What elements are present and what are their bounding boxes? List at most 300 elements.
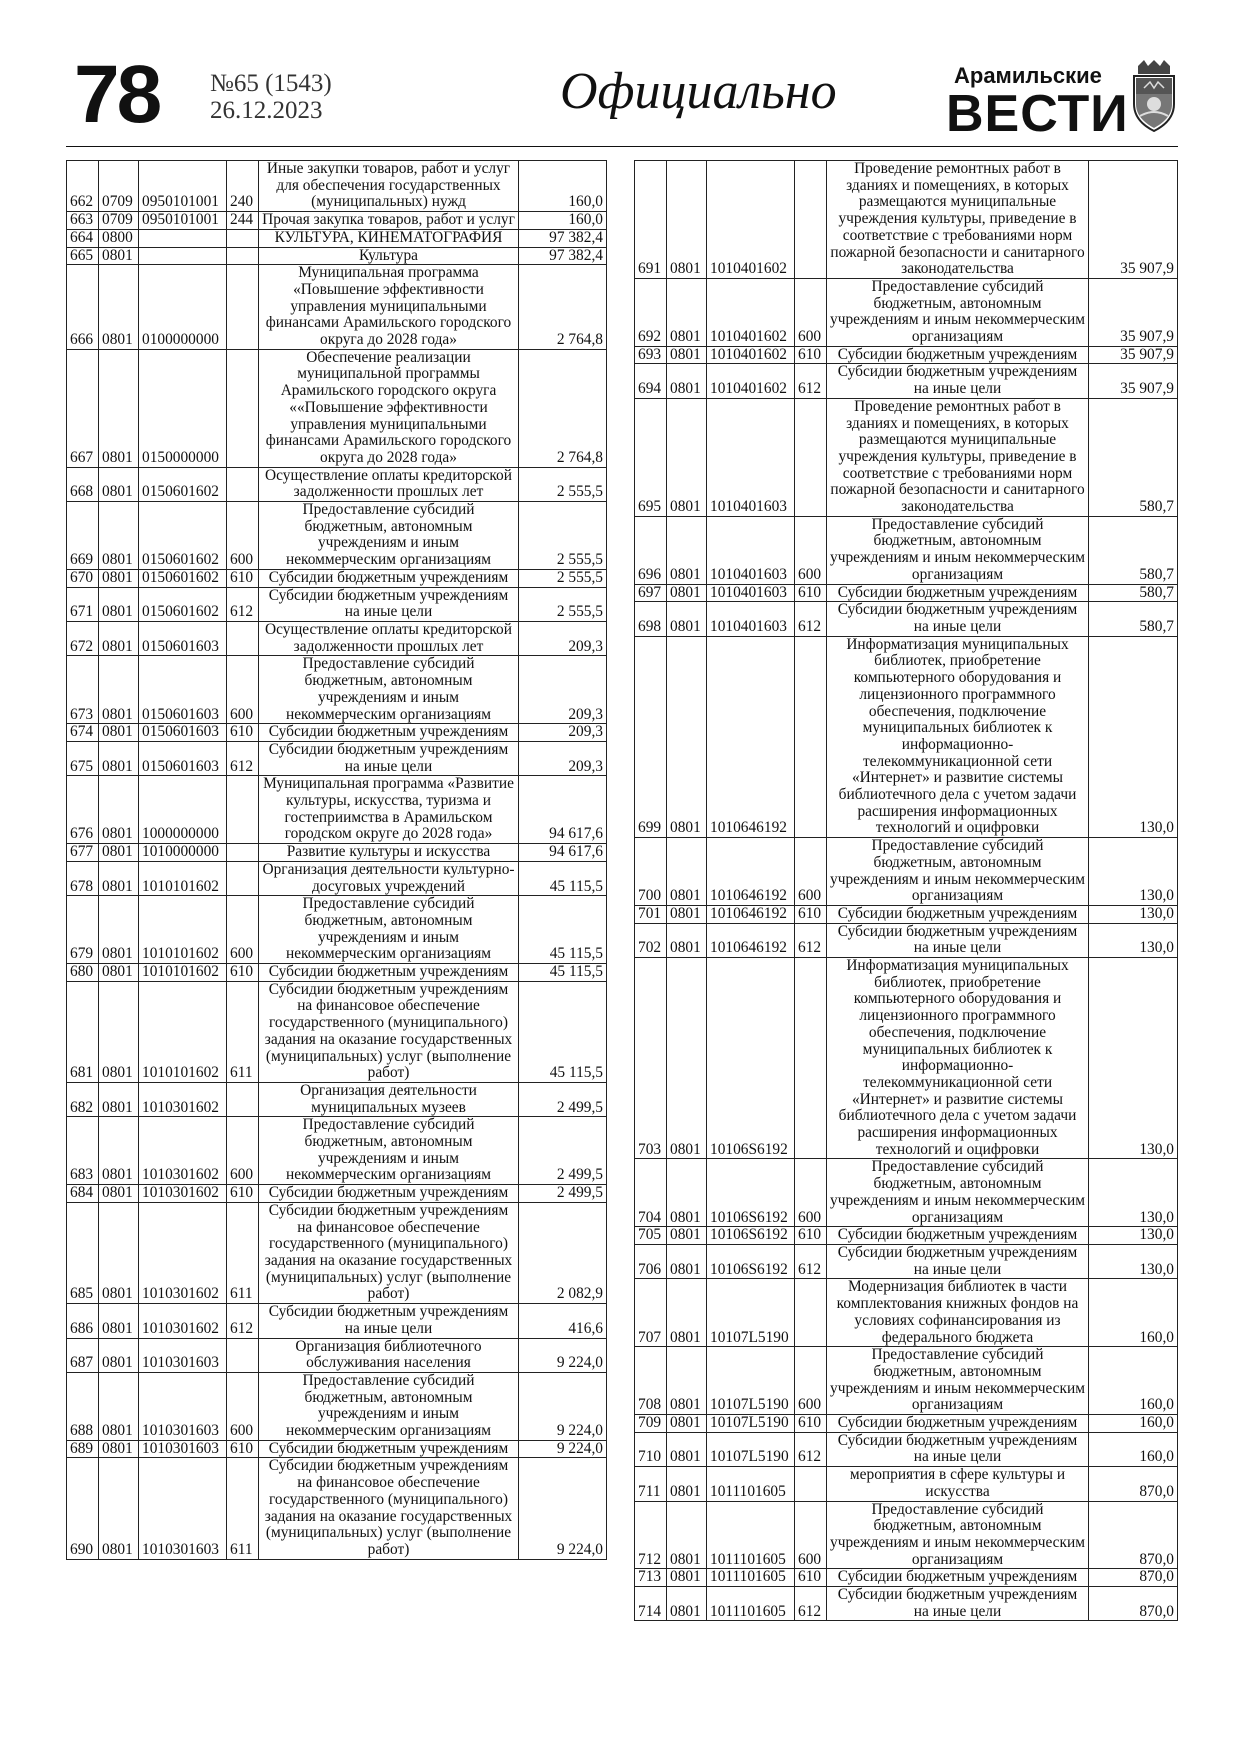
expense-type-cell: 610 [795, 1569, 827, 1587]
expense-type-cell: 600 [795, 516, 827, 584]
amount-cell: 130,0 [1089, 905, 1178, 923]
section-code-cell: 0801 [99, 621, 139, 655]
amount-cell: 580,7 [1089, 398, 1178, 516]
section-code-cell: 0801 [99, 1458, 139, 1559]
amount-cell: 160,0 [519, 161, 607, 212]
table-row [67, 265, 607, 350]
row-number-cell: 700 [635, 838, 667, 906]
row-number-cell: 709 [635, 1415, 667, 1433]
target-article-cell: 10107L5190 [707, 1432, 795, 1466]
expense-type-cell [227, 229, 259, 247]
target-article-cell: 1011101605 [707, 1569, 795, 1587]
amount-cell: 35 907,9 [1089, 346, 1178, 364]
description-cell: Субсидии бюджетным учреждениям на финансовое обеспечение государственного (муниципального) задания на оказание государственных (муниципальных) услуг (выполнение работ) [259, 981, 519, 1082]
section-code-cell: 0800 [99, 229, 139, 247]
row-number-cell: 664 [67, 229, 99, 247]
expense-type-cell: 610 [227, 724, 259, 742]
expense-type-cell [227, 844, 259, 862]
table-row [635, 1415, 1178, 1433]
target-article-cell: 1010401602 [707, 161, 795, 279]
section-code-cell: 0801 [667, 838, 707, 906]
description-cell: Субсидии бюджетным учреждениям [259, 1185, 519, 1203]
table-row [67, 776, 607, 844]
target-article-cell: 1000000000 [139, 776, 227, 844]
amount-cell: 35 907,9 [1089, 364, 1178, 398]
row-number-cell: 699 [635, 636, 667, 837]
section-code-cell: 0801 [99, 724, 139, 742]
section-code-cell: 0801 [667, 1569, 707, 1587]
row-number-cell: 677 [67, 844, 99, 862]
section-code-cell: 0801 [667, 1347, 707, 1415]
table-row [67, 212, 607, 230]
target-article-cell: 0150000000 [139, 349, 227, 467]
expense-type-cell: 612 [227, 587, 259, 621]
description-cell: Субсидии бюджетным учреждениям [827, 1415, 1089, 1433]
row-number-cell: 678 [67, 861, 99, 895]
expense-type-cell: 610 [227, 1185, 259, 1203]
amount-cell: 94 617,6 [519, 844, 607, 862]
section-code-cell: 0801 [99, 741, 139, 775]
target-article-cell: 0950101001 [139, 212, 227, 230]
expense-type-cell [227, 861, 259, 895]
table-row [67, 1338, 607, 1372]
description-cell: Предоставление субсидий бюджетным, автономным учреждениям и иным некоммерческим организациям [259, 502, 519, 570]
expense-type-cell [795, 636, 827, 837]
table-row [67, 1117, 607, 1185]
row-number-cell: 697 [635, 584, 667, 602]
description-cell: КУЛЬТУРА, КИНЕМАТОГРАФИЯ [259, 229, 519, 247]
table-row [635, 364, 1178, 398]
description-cell: Осуществление оплаты кредиторской задолженности прошлых лет [259, 621, 519, 655]
target-article-cell: 1010301602 [139, 1185, 227, 1203]
amount-cell: 2 555,5 [519, 502, 607, 570]
table-row [67, 587, 607, 621]
row-number-cell: 665 [67, 247, 99, 265]
table-row [635, 161, 1178, 279]
amount-cell: 209,3 [519, 656, 607, 724]
amount-cell: 97 382,4 [519, 247, 607, 265]
section-code-cell: 0801 [99, 981, 139, 1082]
description-cell: Субсидии бюджетным учреждениям на иные цели [827, 923, 1089, 957]
section-code-cell: 0801 [99, 776, 139, 844]
table-row [67, 1304, 607, 1338]
amount-cell: 45 115,5 [519, 964, 607, 982]
description-cell: Субсидии бюджетным учреждениям [827, 1569, 1089, 1587]
target-article-cell: 1010301603 [139, 1372, 227, 1440]
description-cell: Предоставление субсидий бюджетным, автономным учреждениям и иным некоммерческим организациям [259, 1117, 519, 1185]
section-code-cell: 0801 [99, 964, 139, 982]
expense-type-cell: 610 [227, 1440, 259, 1458]
target-article-cell: 1011101605 [707, 1587, 795, 1621]
section-title: Официально [560, 63, 837, 120]
amount-cell: 2 499,5 [519, 1185, 607, 1203]
description-cell: Культура [259, 247, 519, 265]
table-row [67, 1458, 607, 1559]
expense-type-cell: 240 [227, 161, 259, 212]
section-code-cell: 0801 [99, 896, 139, 964]
table-row [635, 1467, 1178, 1501]
target-article-cell: 1010301602 [139, 1202, 227, 1303]
expense-type-cell [227, 265, 259, 350]
target-article-cell: 1010401603 [707, 516, 795, 584]
amount-cell: 2 555,5 [519, 569, 607, 587]
description-cell: Субсидии бюджетным учреждениям [259, 1440, 519, 1458]
row-number-cell: 669 [67, 502, 99, 570]
amount-cell: 130,0 [1089, 1159, 1178, 1227]
amount-cell: 130,0 [1089, 1245, 1178, 1279]
section-code-cell: 0801 [667, 602, 707, 636]
target-article-cell: 1010646192 [707, 923, 795, 957]
row-number-cell: 681 [67, 981, 99, 1082]
table-row [67, 656, 607, 724]
table-row [67, 502, 607, 570]
row-number-cell: 703 [635, 958, 667, 1159]
amount-cell: 45 115,5 [519, 896, 607, 964]
amount-cell: 160,0 [1089, 1432, 1178, 1466]
amount-cell: 870,0 [1089, 1467, 1178, 1501]
row-number-cell: 707 [635, 1279, 667, 1347]
expense-type-cell: 600 [795, 1347, 827, 1415]
expense-type-cell [227, 1338, 259, 1372]
amount-cell: 45 115,5 [519, 861, 607, 895]
expense-type-cell [795, 958, 827, 1159]
target-article-cell: 1010401602 [707, 278, 795, 346]
description-cell: Предоставление субсидий бюджетным, автономным учреждениям и иным некоммерческим организациям [827, 278, 1089, 346]
table-row [67, 1082, 607, 1116]
amount-cell: 580,7 [1089, 602, 1178, 636]
section-code-cell: 0801 [667, 1501, 707, 1569]
expense-type-cell [227, 247, 259, 265]
row-number-cell: 670 [67, 569, 99, 587]
amount-cell: 580,7 [1089, 516, 1178, 584]
row-number-cell: 701 [635, 905, 667, 923]
description-cell: Субсидии бюджетным учреждениям на финансовое обеспечение государственного (муниципального) задания на оказание государственных (муниципальных) услуг (выполнение работ) [259, 1202, 519, 1303]
expense-type-cell [227, 467, 259, 501]
table-row [635, 584, 1178, 602]
amount-cell: 870,0 [1089, 1569, 1178, 1587]
table-row [635, 1432, 1178, 1466]
section-code-cell: 0801 [99, 861, 139, 895]
target-article-cell: 10106S6192 [707, 1227, 795, 1245]
budget-table-right-body [635, 161, 1178, 1621]
description-cell: Осуществление оплаты кредиторской задолженности прошлых лет [259, 467, 519, 501]
description-cell: Развитие культуры и искусства [259, 844, 519, 862]
description-cell: Субсидии бюджетным учреждениям на иные цели [259, 741, 519, 775]
section-code-cell: 0801 [99, 1372, 139, 1440]
target-article-cell: 1011101605 [707, 1467, 795, 1501]
row-number-cell: 710 [635, 1432, 667, 1466]
row-number-cell: 704 [635, 1159, 667, 1227]
description-cell: Субсидии бюджетным учреждениям [827, 346, 1089, 364]
section-code-cell: 0801 [99, 1082, 139, 1116]
section-code-cell: 0801 [99, 1185, 139, 1203]
row-number-cell: 680 [67, 964, 99, 982]
section-code-cell: 0801 [667, 923, 707, 957]
description-cell: Проведение ремонтных работ в зданиях и помещениях, в которых размещаются муниципальные учреждения культуры, приведение в соответствие с требованиями норм пожарной безопасности и санитарного законодательства [827, 398, 1089, 516]
description-cell: Прочая закупка товаров, работ и услуг [259, 212, 519, 230]
expense-type-cell: 600 [795, 1501, 827, 1569]
row-number-cell: 676 [67, 776, 99, 844]
description-cell: Субсидии бюджетным учреждениям на иные цели [259, 587, 519, 621]
description-cell: Субсидии бюджетным учреждениям на иные цели [259, 1304, 519, 1338]
table-row [67, 621, 607, 655]
target-article-cell [139, 229, 227, 247]
section-code-cell: 0801 [99, 569, 139, 587]
row-number-cell: 683 [67, 1117, 99, 1185]
row-number-cell: 675 [67, 741, 99, 775]
section-code-cell: 0801 [667, 516, 707, 584]
table-row [635, 838, 1178, 906]
expense-type-cell: 610 [795, 1227, 827, 1245]
table-row [635, 346, 1178, 364]
amount-cell: 130,0 [1089, 636, 1178, 837]
newspaper-logo [946, 63, 1129, 143]
description-cell: Субсидии бюджетным учреждениям [827, 584, 1089, 602]
logo-bottom-word: ВЕСТИ [946, 85, 1129, 143]
description-cell: Предоставление субсидий бюджетным, автономным учреждениям и иным некоммерческим организациям [827, 838, 1089, 906]
budget-table-right [634, 160, 1178, 1621]
table-row [67, 861, 607, 895]
amount-cell: 130,0 [1089, 923, 1178, 957]
expense-type-cell [227, 1082, 259, 1116]
table-row [67, 1185, 607, 1203]
target-article-cell: 1010101602 [139, 981, 227, 1082]
row-number-cell: 668 [67, 467, 99, 501]
description-cell: Проведение ремонтных работ в зданиях и помещениях, в которых размещаются муниципальные учреждения культуры, приведение в соответствие с требованиями норм пожарной безопасности и санитарного законодательства [827, 161, 1089, 279]
table-row [635, 1279, 1178, 1347]
target-article-cell: 0950101001 [139, 161, 227, 212]
row-number-cell: 695 [635, 398, 667, 516]
section-code-cell: 0801 [667, 905, 707, 923]
description-cell: Субсидии бюджетным учреждениям на иные цели [827, 1587, 1089, 1621]
row-number-cell: 667 [67, 349, 99, 467]
expense-type-cell: 611 [227, 1202, 259, 1303]
city-coat-of-arms-icon [1130, 60, 1178, 132]
amount-cell: 580,7 [1089, 584, 1178, 602]
section-code-cell: 0801 [99, 1440, 139, 1458]
expense-type-cell: 610 [227, 964, 259, 982]
expense-type-cell [227, 621, 259, 655]
amount-cell: 160,0 [1089, 1347, 1178, 1415]
description-cell: Муниципальная программа «Развитие культуры, искусства, туризма и гостеприимства в Арамильском городском округе до 2028 года» [259, 776, 519, 844]
row-number-cell: 712 [635, 1501, 667, 1569]
row-number-cell: 672 [67, 621, 99, 655]
table-row [635, 1347, 1178, 1415]
amount-cell: 94 617,6 [519, 776, 607, 844]
expense-type-cell: 611 [227, 1458, 259, 1559]
row-number-cell: 705 [635, 1227, 667, 1245]
description-cell: Субсидии бюджетным учреждениям на финансовое обеспечение государственного (муниципального) задания на оказание государственных (муниципальных) услуг (выполнение работ) [259, 1458, 519, 1559]
table-row [635, 1501, 1178, 1569]
target-article-cell: 0150601602 [139, 467, 227, 501]
description-cell: Организация деятельности культурно-досуговых учреждений [259, 861, 519, 895]
amount-cell: 9 224,0 [519, 1458, 607, 1559]
amount-cell: 209,3 [519, 621, 607, 655]
expense-type-cell [795, 398, 827, 516]
amount-cell: 35 907,9 [1089, 278, 1178, 346]
target-article-cell: 0150601602 [139, 502, 227, 570]
table-row [67, 896, 607, 964]
description-cell: Модернизация библиотек в части комплектования книжных фондов на условиях софинансирования из федерального бюджета [827, 1279, 1089, 1347]
expense-type-cell: 612 [227, 741, 259, 775]
table-row [635, 516, 1178, 584]
logo-top-word: Арамильские [954, 63, 1102, 88]
table-row [67, 844, 607, 862]
section-code-cell: 0801 [99, 467, 139, 501]
row-number-cell: 684 [67, 1185, 99, 1203]
amount-cell: 35 907,9 [1089, 161, 1178, 279]
description-cell: Организация библиотечного обслуживания населения [259, 1338, 519, 1372]
target-article-cell: 1010646192 [707, 838, 795, 906]
expense-type-cell: 612 [795, 1432, 827, 1466]
section-code-cell: 0801 [99, 502, 139, 570]
description-cell: Предоставление субсидий бюджетным, автономным учреждениям и иным некоммерческим организациям [259, 896, 519, 964]
target-article-cell: 0150601603 [139, 656, 227, 724]
target-article-cell: 0150601603 [139, 741, 227, 775]
table-row [635, 602, 1178, 636]
row-number-cell: 686 [67, 1304, 99, 1338]
amount-cell: 2 555,5 [519, 587, 607, 621]
expense-type-cell: 612 [795, 602, 827, 636]
row-number-cell: 671 [67, 587, 99, 621]
table-row [635, 1587, 1178, 1621]
description-cell: Субсидии бюджетным учреждениям на иные цели [827, 602, 1089, 636]
section-code-cell: 0801 [667, 1227, 707, 1245]
amount-cell: 2 555,5 [519, 467, 607, 501]
target-article-cell: 10107L5190 [707, 1279, 795, 1347]
target-article-cell: 10106S6192 [707, 958, 795, 1159]
description-cell: Субсидии бюджетным учреждениям [259, 569, 519, 587]
row-number-cell: 692 [635, 278, 667, 346]
section-code-cell: 0801 [99, 587, 139, 621]
target-article-cell: 0150601603 [139, 621, 227, 655]
expense-type-cell: 600 [227, 1117, 259, 1185]
section-code-cell: 0801 [667, 1279, 707, 1347]
table-row [67, 247, 607, 265]
row-number-cell: 674 [67, 724, 99, 742]
section-code-cell: 0801 [667, 1415, 707, 1433]
issue-info [210, 70, 332, 124]
table-row [635, 398, 1178, 516]
amount-cell: 870,0 [1089, 1501, 1178, 1569]
target-article-cell: 0150601602 [139, 569, 227, 587]
table-row [67, 161, 607, 212]
description-cell: Предоставление субсидий бюджетным, автономным учреждениям и иным некоммерческим организациям [827, 516, 1089, 584]
target-article-cell: 10107L5190 [707, 1347, 795, 1415]
expense-type-cell: 610 [795, 584, 827, 602]
budget-table-left [66, 160, 607, 1560]
issue-number: №65 (1543) [210, 70, 332, 97]
description-cell: Организация деятельности муниципальных музеев [259, 1082, 519, 1116]
row-number-cell: 696 [635, 516, 667, 584]
amount-cell: 870,0 [1089, 1587, 1178, 1621]
description-cell: Предоставление субсидий бюджетным, автономным учреждениям и иным некоммерческим организациям [259, 1372, 519, 1440]
description-cell: Муниципальная программа «Повышение эффективности управления муниципальными финансами Арамильского городского округа до 2028 года» [259, 265, 519, 350]
expense-type-cell: 600 [795, 1159, 827, 1227]
amount-cell: 2 082,9 [519, 1202, 607, 1303]
table-row [67, 229, 607, 247]
table-row [635, 1569, 1178, 1587]
description-cell: Предоставление субсидий бюджетным, автономным учреждениям и иным некоммерческим организациям [827, 1347, 1089, 1415]
section-code-cell: 0801 [99, 1202, 139, 1303]
expense-type-cell: 612 [227, 1304, 259, 1338]
section-code-cell: 0709 [99, 161, 139, 212]
section-code-cell: 0801 [667, 584, 707, 602]
amount-cell: 130,0 [1089, 1227, 1178, 1245]
issue-date: 26.12.2023 [210, 97, 323, 124]
budget-table-left-body [67, 161, 607, 1560]
description-cell: Информатизация муниципальных библиотек, приобретение компьютерного оборудования и лицензионного программного обеспечения, подключение муниципальных библиотек к информационно-телекоммуникационной сети «Интернет» и развитие системы библиотечного дела с учетом задачи расширения информационных технологий и оцифровки [827, 958, 1089, 1159]
description-cell: Информатизация муниципальных библиотек, приобретение компьютерного оборудования и лицензионного программного обеспечения, подключение муниципальных библиотек к информационно-телекоммуникационной сети «Интернет» и развитие системы библиотечного дела с учетом задачи расширения информационных технологий и оцифровки [827, 636, 1089, 837]
row-number-cell: 662 [67, 161, 99, 212]
description-cell: Субсидии бюджетным учреждениям [827, 905, 1089, 923]
expense-type-cell: 600 [795, 838, 827, 906]
target-article-cell: 10107L5190 [707, 1415, 795, 1433]
expense-type-cell [227, 349, 259, 467]
amount-cell: 160,0 [1089, 1415, 1178, 1433]
expense-type-cell: 610 [227, 569, 259, 587]
expense-type-cell: 610 [795, 905, 827, 923]
description-cell: мероприятия в сфере культуры и искусства [827, 1467, 1089, 1501]
section-code-cell: 0801 [667, 958, 707, 1159]
section-code-cell: 0801 [99, 844, 139, 862]
table-row [635, 958, 1178, 1159]
section-code-cell: 0801 [667, 636, 707, 837]
row-number-cell: 685 [67, 1202, 99, 1303]
amount-cell: 9 224,0 [519, 1338, 607, 1372]
table-row [635, 1227, 1178, 1245]
table-row [67, 964, 607, 982]
target-article-cell: 1010401602 [707, 364, 795, 398]
target-article-cell: 1010301602 [139, 1117, 227, 1185]
expense-type-cell [795, 1467, 827, 1501]
amount-cell: 130,0 [1089, 958, 1178, 1159]
row-number-cell: 691 [635, 161, 667, 279]
row-number-cell: 666 [67, 265, 99, 350]
target-article-cell: 1010101602 [139, 861, 227, 895]
row-number-cell: 708 [635, 1347, 667, 1415]
description-cell: Субсидии бюджетным учреждениям на иные цели [827, 1245, 1089, 1279]
row-number-cell: 693 [635, 346, 667, 364]
table-row [635, 923, 1178, 957]
expense-type-cell: 600 [227, 1372, 259, 1440]
expense-type-cell: 600 [795, 278, 827, 346]
row-number-cell: 688 [67, 1372, 99, 1440]
target-article-cell: 1010401603 [707, 602, 795, 636]
section-code-cell: 0801 [667, 1587, 707, 1621]
target-article-cell: 1010000000 [139, 844, 227, 862]
table-row [67, 1440, 607, 1458]
description-cell: Иные закупки товаров, работ и услуг для обеспечения государственных (муниципальных) нужд [259, 161, 519, 212]
section-code-cell: 0801 [667, 1159, 707, 1227]
row-number-cell: 698 [635, 602, 667, 636]
row-number-cell: 694 [635, 364, 667, 398]
description-cell: Субсидии бюджетным учреждениям [827, 1227, 1089, 1245]
amount-cell: 9 224,0 [519, 1440, 607, 1458]
target-article-cell: 1010646192 [707, 905, 795, 923]
expense-type-cell: 244 [227, 212, 259, 230]
description-cell: Предоставление субсидий бюджетным, автономным учреждениям и иным некоммерческим организациям [259, 656, 519, 724]
target-article-cell: 1010646192 [707, 636, 795, 837]
amount-cell: 2 499,5 [519, 1082, 607, 1116]
row-number-cell: 687 [67, 1338, 99, 1372]
section-code-cell: 0801 [99, 349, 139, 467]
expense-type-cell: 600 [227, 502, 259, 570]
description-cell: Обеспечение реализации муниципальной программы Арамильского городского округа ««Повышение эффективности управления муниципальными финансами Арамильского городского округа до 2028 года» [259, 349, 519, 467]
target-article-cell: 1011101605 [707, 1501, 795, 1569]
expense-type-cell [227, 776, 259, 844]
target-article-cell: 1010301602 [139, 1082, 227, 1116]
